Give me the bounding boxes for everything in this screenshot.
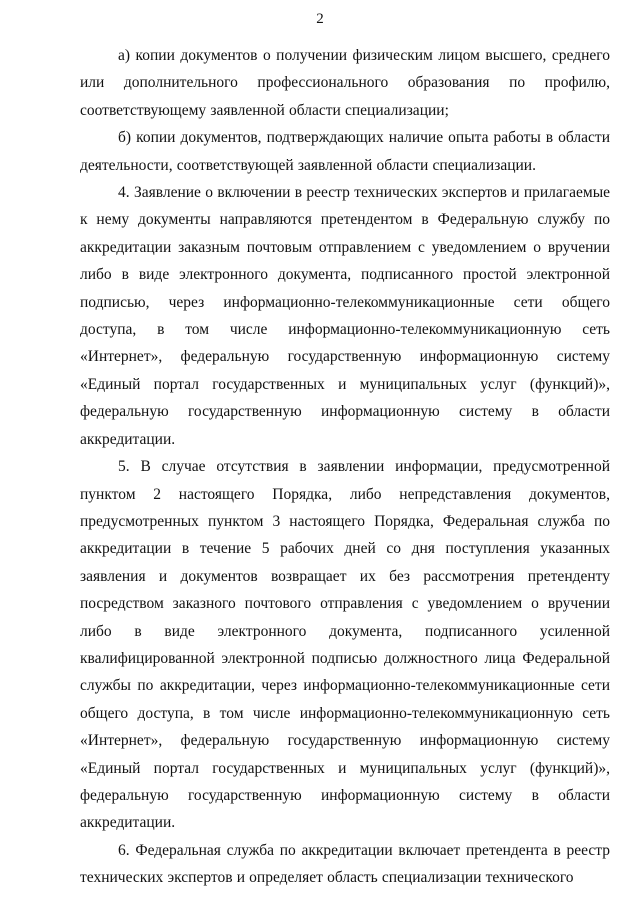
page-number: 2 (316, 11, 324, 27)
paragraph-a-education-documents: а) копии документов о получении физическим лицом высшего, среднего или дополнительного профессионального образования по профилю, соответствующему заявленной области специализации; (80, 47, 610, 119)
paragraph-b-experience-documents: б) копии документов, подтверждающих наличие опыта работы в области деятельности, соответствующей заявленной области специализации. (80, 129, 610, 174)
paragraph-4-application-submission: 4. Заявление о включении в реестр технических экспертов и прилагаемые к нему документы направляются претендентом в Федеральную службу по аккредитации заказным почтовым отправлением с уведомлением о вручении либо в виде электронного документа, подписанного простой электронной подписью, через информационно-телекоммуникационные сети общего доступа, в том числе информационно-телекоммуникационную сеть «Интернет», федеральную государственную информационную систему «Единый портал государственных и муниципальных услуг (функций)», федеральную государственную информационную систему в области аккредитации. (80, 184, 610, 448)
document-body (80, 42, 610, 892)
paragraph-5-application-return: 5. В случае отсутствия в заявлении информации, предусмотренной пунктом 2 настоящего Порядка, либо непредставления документов, предусмотренных пунктом 3 настоящего Порядка, Федеральная служба по аккредитации в течение 5 рабочих дней со дня поступления указанных заявления и документов возвращает их без рассмотрения претенденту посредством заказного почтового отправления с уведомлением о вручении либо в виде электронного документа, подписанного усиленной квалифицированной электронной подписью должностного лица Федеральной службы по аккредитации, через информационно-телекоммуникационные сети общего доступа, в том числе информационно-телекоммуникационную сеть «Интернет», федеральную государственную информационную систему «Единый портал государственных и муниципальных услуг (функций)», федеральную государственную информационную систему в области аккредитации. (80, 458, 610, 832)
paragraph-6-registry-inclusion: 6. Федеральная служба по аккредитации включает претендента в реестр технических экспертов и определяет область специализации технического (80, 841, 610, 887)
